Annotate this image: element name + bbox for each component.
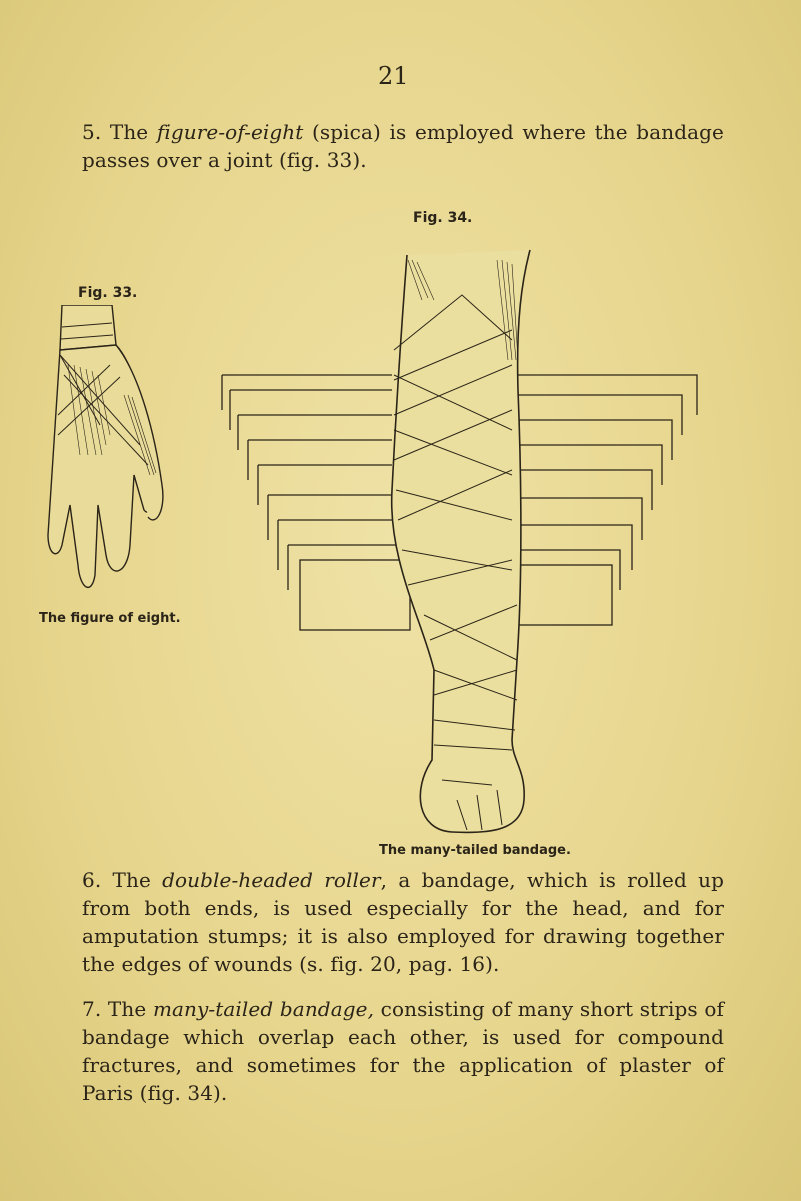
figure-34-label: Fig. 34. [413,210,473,226]
paragraph-7 [82,995,724,1107]
paragraph-5-pre: The [101,120,157,144]
figure-34-leg-illustration [212,240,712,840]
paragraph-7-number: 7. [82,997,102,1021]
paragraph-6-number: 6. [82,868,102,892]
figure-33-caption: The figure of eight. [39,611,181,626]
paragraph-7-pre: The [101,997,153,1021]
paragraph-7-text: consisting of many short strips of bandage which overlap each other, is used for compound fractures, and sometimes for the application of plaster of Paris (fig. 34). [82,997,724,1105]
paragraph-6-pre: The [101,868,163,892]
paragraph-6-text: , a bandage, which is rolled up from both ends, is used especially for the head, and for amputation stumps; it is also employed for drawing together the edges of wounds (s. fig. 20, pag. 16). [82,868,725,976]
paragraph-5-text: (spica) is employed where the bandage passes over a joint (fig. 33). [82,120,724,172]
figure-33-label: Fig. 33. [78,285,138,301]
paragraph-5-term: figure-of-eight [156,120,304,144]
figure-33-hand-illustration [40,305,180,605]
page-number: 21 [378,62,409,90]
paragraph-6-term: double-headed roller [162,868,381,892]
paragraph-5-number: 5. [82,120,102,144]
paragraph-7-term: many-tailed bandage, [152,997,375,1021]
figure-34-caption: The many-tailed bandage. [379,843,571,858]
paragraph-5 [82,118,724,174]
paragraph-6 [82,866,724,978]
